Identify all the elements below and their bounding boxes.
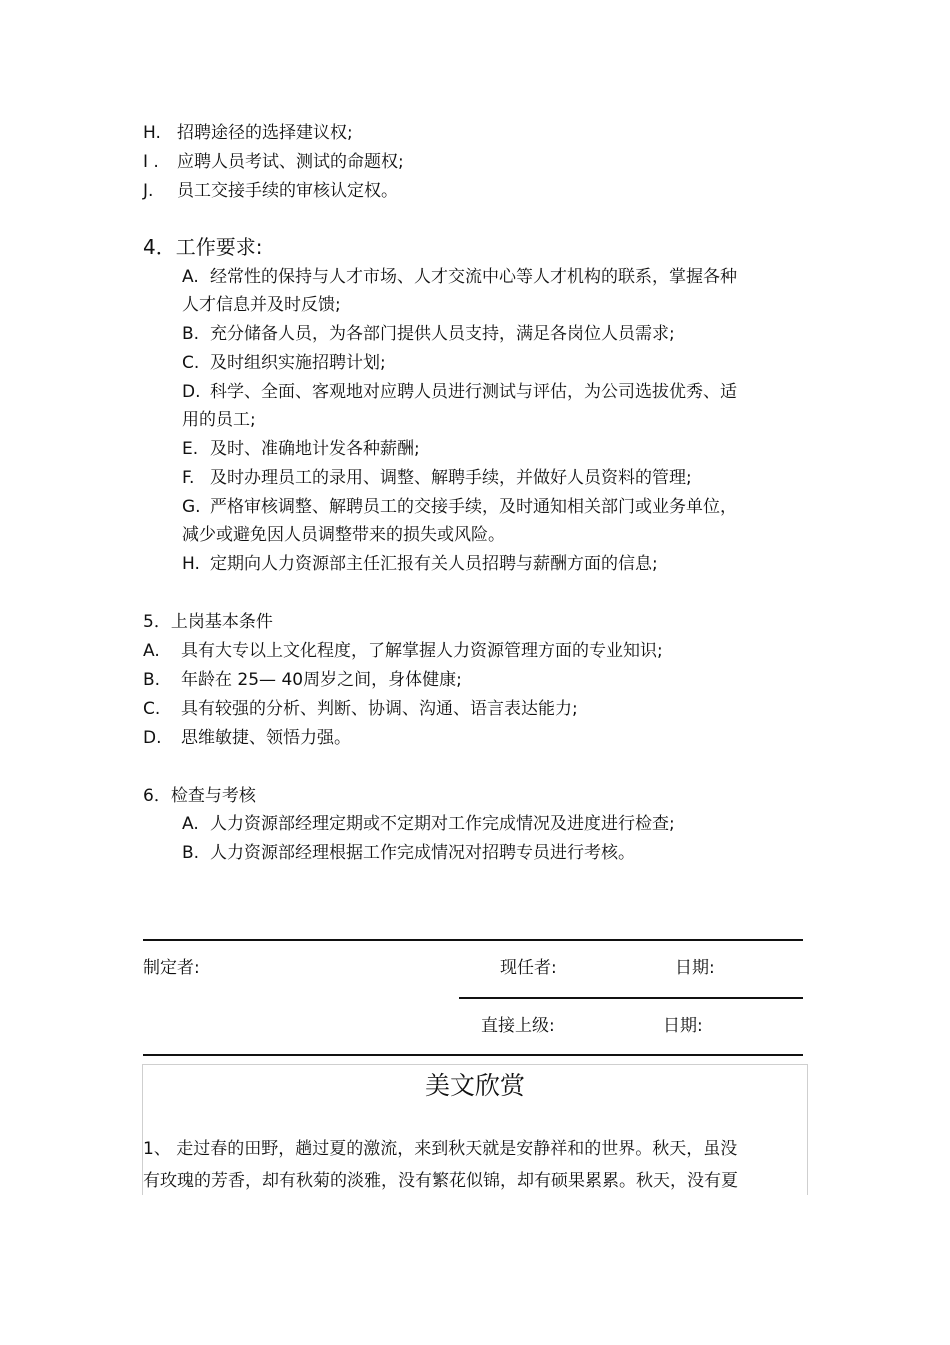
maker-label: 制定者: xyxy=(143,958,200,978)
supervisor-label: 直接上级: xyxy=(481,1016,555,1036)
list-text: 科学、全面、客观地对应聘人员进行测试与评估，为公司选拔优秀、适 xyxy=(210,382,737,402)
list-text: 及时、准确地计发各种薪酬; xyxy=(210,439,420,459)
list-text: 人力资源部经理根据工作完成情况对招聘专员进行考核。 xyxy=(210,843,635,863)
list-marker: F. xyxy=(182,468,195,488)
list-item xyxy=(143,154,404,171)
list-marker: E. xyxy=(182,439,199,459)
signature-bottom-rule xyxy=(143,1054,803,1056)
appreciation-paragraph-line: 1、 走过春的田野，趟过夏的激流，来到秋天就是安静祥和的世界。秋天，虽没 xyxy=(143,1139,738,1159)
section-heading: 4．工作要求: xyxy=(143,235,263,259)
list-marker: C. xyxy=(143,699,161,719)
list-marker: H. xyxy=(143,123,161,143)
section-heading: 5．上岗基本条件 xyxy=(143,612,273,632)
list-text: 经常性的保持与人才市场、人才交流中心等人才机构的联系，掌握各种 xyxy=(210,267,737,287)
list-text-continuation: 减少或避免因人员调整带来的损失或风险。 xyxy=(182,525,505,545)
list-marker: B. xyxy=(143,670,161,690)
list-text: 员工交接手续的审核认定权。 xyxy=(177,181,398,201)
list-marker: D. xyxy=(143,728,162,748)
list-text: 严格审核调整、解聘员工的交接手续，及时通知相关部门或业务单位， xyxy=(210,497,737,517)
list-item xyxy=(182,384,737,401)
list-item xyxy=(182,499,737,516)
list-text: 年龄在 25— 40周岁之间，身体健康; xyxy=(181,670,462,690)
list-item xyxy=(182,845,635,862)
list-item xyxy=(143,701,578,718)
list-item xyxy=(143,672,462,689)
list-marker: A. xyxy=(182,814,199,834)
list-item xyxy=(182,269,737,286)
list-marker: B. xyxy=(182,843,200,863)
signature-top-rule xyxy=(143,939,803,941)
list-item xyxy=(143,643,663,660)
list-text: 具有较强的分析、判断、协调、沟通、语言表达能力; xyxy=(181,699,578,719)
list-item xyxy=(182,470,692,487)
appreciation-paragraph-line: 有玫瑰的芳香，却有秋菊的淡雅，没有繁花似锦，却有硕果累累。秋天，没有夏 xyxy=(143,1171,738,1191)
list-text: 及时办理员工的录用、调整、解聘手续，并做好人员资料的管理; xyxy=(210,468,692,488)
list-text-continuation: 人才信息并及时反馈; xyxy=(182,295,341,315)
list-item xyxy=(182,441,420,458)
list-marker: A. xyxy=(182,267,199,287)
list-text: 应聘人员考试、测试的命题权; xyxy=(177,152,404,172)
list-marker: B. xyxy=(182,324,200,344)
list-text: 具有大专以上文化程度，了解掌握人力资源管理方面的专业知识; xyxy=(181,641,663,661)
signature-middle-rule xyxy=(459,997,803,999)
list-marker: D. xyxy=(182,382,201,402)
list-marker: A. xyxy=(143,641,160,661)
list-item xyxy=(182,326,675,343)
list-item xyxy=(143,125,353,142)
list-item xyxy=(182,355,386,372)
list-marker: J. xyxy=(143,181,154,201)
list-text: 招聘途径的选择建议权; xyxy=(177,123,353,143)
list-item xyxy=(143,730,351,747)
list-text: 思维敏捷、领悟力强。 xyxy=(181,728,351,748)
list-text: 充分储备人员，为各部门提供人员支持，满足各岗位人员需求; xyxy=(210,324,675,344)
list-text: 人力资源部经理定期或不定期对工作完成情况及进度进行检查; xyxy=(210,814,675,834)
list-marker: H. xyxy=(182,554,200,574)
list-item xyxy=(143,183,398,200)
list-marker: C. xyxy=(182,353,200,373)
section-heading: 6．检查与考核 xyxy=(143,786,256,806)
list-item xyxy=(182,556,658,573)
list-item xyxy=(182,816,675,833)
date-label: 日期: xyxy=(675,958,715,978)
list-marker: G. xyxy=(182,497,201,517)
appreciation-title: 美文欣赏 xyxy=(424,1071,525,1100)
list-text: 及时组织实施招聘计划; xyxy=(210,353,386,373)
date-label: 日期: xyxy=(663,1016,703,1036)
incumbent-label: 现任者: xyxy=(500,958,557,978)
list-text-continuation: 用的员工; xyxy=(182,410,256,430)
list-marker: I . xyxy=(143,152,159,172)
list-text: 定期向人力资源部主任汇报有关人员招聘与薪酬方面的信息; xyxy=(210,554,658,574)
